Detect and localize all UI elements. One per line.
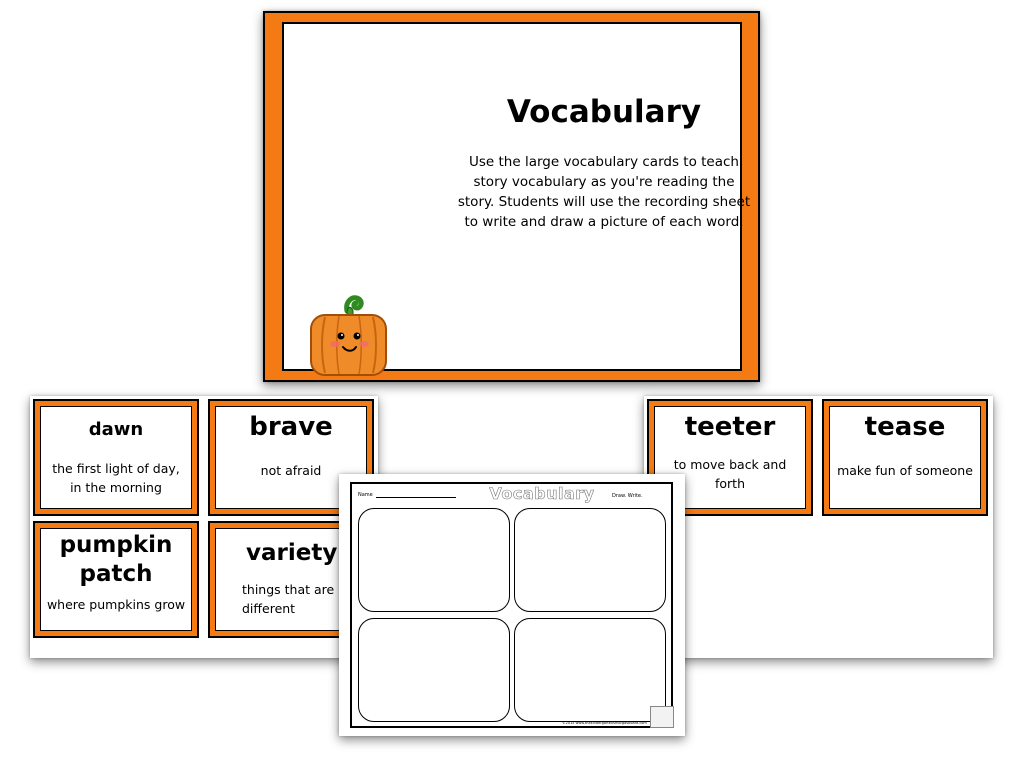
word-definition: make fun of someone	[837, 463, 973, 478]
word-definition: not afraid	[260, 463, 322, 478]
word-cards-sheet-right	[644, 396, 993, 658]
drawing-box-1	[358, 508, 510, 612]
vocabulary-title-card	[263, 11, 760, 382]
vocabulary-word: tease	[864, 412, 946, 442]
copyright-footer: ©2015 www.thekindergartensmorgasboard.com	[562, 721, 647, 725]
vocabulary-word: teeter	[684, 412, 776, 442]
vocabulary-word: dawn	[88, 419, 144, 440]
name-line	[376, 497, 456, 498]
name-label: Name	[358, 492, 373, 498]
recording-sheet-title: Vocabulary	[489, 484, 595, 503]
vocabulary-card-content	[282, 22, 751, 371]
pumpkin-character-icon	[303, 289, 393, 379]
recording-sheet-border	[350, 482, 673, 728]
word-card-dawn	[33, 399, 199, 516]
publisher-logo-icon	[650, 706, 674, 728]
page-title: Vocabulary	[506, 94, 702, 130]
vocabulary-word: brave	[249, 412, 333, 442]
name-field	[358, 492, 456, 498]
word-cards-sheet-left	[30, 396, 378, 658]
drawing-box-4	[514, 618, 666, 722]
draw-write-label: Draw. Write.	[612, 493, 643, 499]
recording-sheet	[339, 474, 685, 736]
vocabulary-word: variety	[246, 540, 338, 566]
word-card-pumpkin-patch	[33, 521, 199, 638]
vocabulary-word-line-1: pumpkin	[59, 532, 173, 558]
word-card-tease	[822, 399, 988, 516]
vocabulary-word-line-2: patch	[79, 561, 153, 587]
word-definition: where pumpkins grow	[46, 597, 186, 612]
word-definition: to move back and forth	[673, 457, 787, 491]
drawing-box-2	[514, 508, 666, 612]
instructions-text: Use the large vocabulary cards to teach story vocabulary as you're reading the story. Students will use the recording sheet to write and draw a picture of each word.	[457, 154, 751, 230]
drawing-box-3	[358, 618, 510, 722]
word-definition: things that are different	[242, 582, 335, 616]
word-definition: the first light of day, in the morning	[52, 461, 180, 495]
